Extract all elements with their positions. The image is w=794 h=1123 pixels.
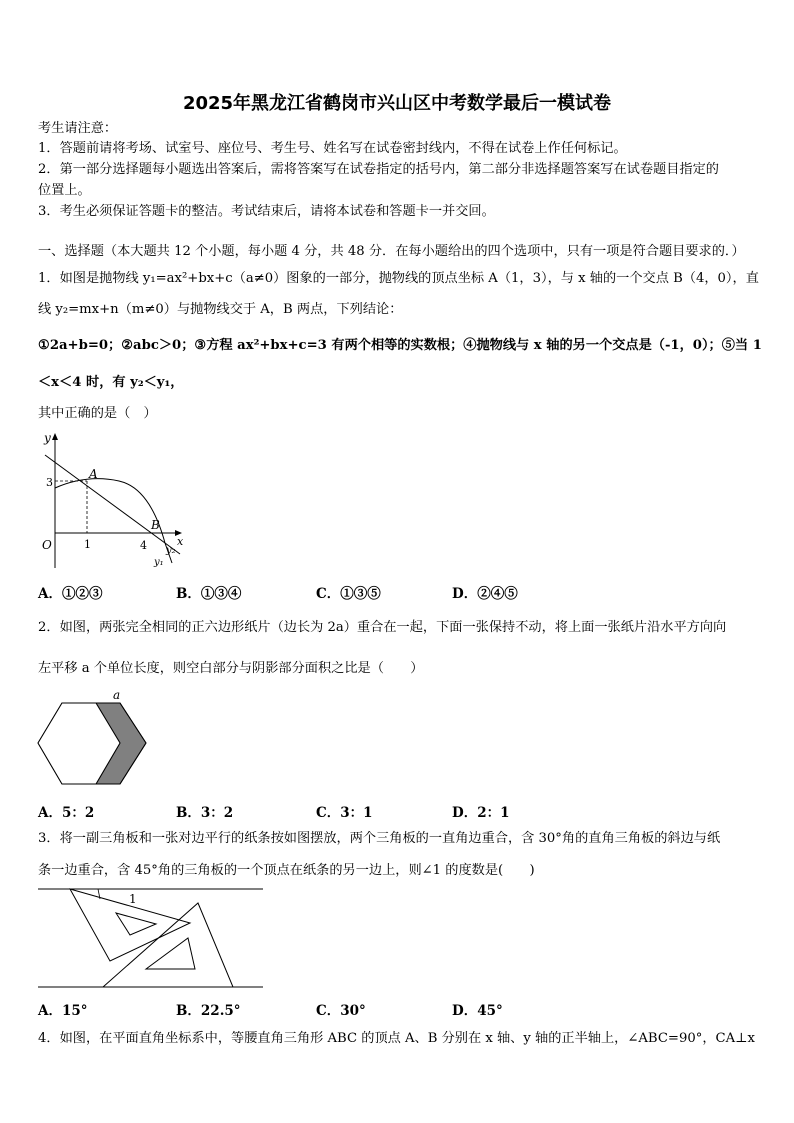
q1-line1: 1．如图是抛物线 y₁=ax²+bx+c（a≠0）图象的一部分，抛物线的顶点坐标 A（1，3），与 x 轴的一个交点 B（4，0），直 bbox=[38, 271, 759, 286]
tick-1: 1 bbox=[84, 538, 91, 551]
triangle-45-outer bbox=[103, 903, 233, 987]
q2-line2: 左平移 a 个单位长度，则空白部分与阴影部分面积之比是（ ） bbox=[38, 661, 424, 676]
triangle-30-inner bbox=[116, 913, 156, 935]
q4-line1: 4．如图，在平面直角坐标系中，等腰直角三角形 ABC 的顶点 A、B 分别在 x 轴、y 轴的正半轴上，∠ABC=90°，CA⊥x bbox=[38, 1031, 755, 1046]
notice-item-2-cont: 位置上。 bbox=[38, 183, 91, 198]
q2-hexagon-figure bbox=[36, 688, 156, 788]
q3-line1: 3．将一副三角板和一张对边平行的纸条按如图摆放，两个三角板的一直角边重合，含 30°角的直角三角板的斜边与纸 bbox=[38, 831, 721, 846]
q1-line5: 其中正确的是（ ） bbox=[38, 406, 157, 421]
tick-4: 4 bbox=[140, 539, 147, 552]
tick-3: 3 bbox=[46, 476, 53, 489]
q2-option-d[interactable]: D．2：1 bbox=[452, 805, 510, 821]
q1-line4: ＜x＜4 时，有 y₂＜y₁， bbox=[38, 375, 184, 390]
label-y1: y₁ bbox=[154, 557, 164, 568]
q1-option-b[interactable]: B．①③④ bbox=[176, 586, 242, 602]
q3-triangle-figure bbox=[38, 883, 268, 993]
label-x: x bbox=[177, 535, 184, 548]
page-title: 2025年黑龙江省鹤岗市兴山区中考数学最后一模试卷 bbox=[182, 93, 612, 114]
y-axis-arrow bbox=[52, 433, 58, 440]
q1-line2: 线 y₂=mx+n（m≠0）与抛物线交于 A，B 两点，下列结论： bbox=[38, 302, 403, 317]
q1-option-c[interactable]: C．①③⑤ bbox=[316, 586, 381, 602]
notice-item-1: 1．答题前请将考场、试室号、座位号、考生号、姓名写在试卷密封线内，不得在试卷上作任何标记。 bbox=[38, 141, 627, 156]
q2-option-b[interactable]: B．3：2 bbox=[176, 805, 234, 821]
q3-line2: 条一边重合，含 45°角的三角板的一个顶点在纸条的另一边上，则∠1 的度数是( ) bbox=[38, 863, 535, 878]
label-A: A bbox=[89, 467, 98, 481]
q2-option-a[interactable]: A．5：2 bbox=[38, 805, 95, 821]
line-y2 bbox=[45, 455, 180, 554]
q2-option-c[interactable]: C．3：1 bbox=[316, 805, 373, 821]
label-O: O bbox=[42, 538, 52, 552]
q1-option-d[interactable]: D．②④⑤ bbox=[452, 586, 518, 602]
notice-header: 考生请注意： bbox=[38, 121, 118, 136]
label-angle-1: 1 bbox=[129, 892, 137, 906]
notice-item-2: 2．第一部分选择题每小题选出答案后，需将答案写在试卷指定的括号内，第二部分非选择题答案写在试卷题目指定的 bbox=[38, 162, 719, 177]
section-heading: 一、选择题（本大题共 12 个小题，每小题 4 分，共 48 分．在每小题给出的四个选项中，只有一项是符合题目要求的．） bbox=[38, 244, 745, 259]
label-B: B bbox=[151, 518, 160, 532]
q3-option-c[interactable]: C．30° bbox=[316, 1003, 366, 1019]
q3-option-b[interactable]: B．22.5° bbox=[176, 1003, 241, 1019]
q3-option-d[interactable]: D．45° bbox=[452, 1003, 503, 1019]
q1-parabola-figure bbox=[30, 428, 190, 573]
label-y2: y₂ bbox=[166, 545, 176, 556]
label-a: a bbox=[113, 688, 121, 702]
q1-line3: ①2a+b=0；②abc＞0；③方程 ax²+bx+c=3 有两个相等的实数根；④抛物线与 x 轴的另一个交点是（-1，0）；⑤当 1 bbox=[38, 338, 762, 353]
q2-line1: 2．如图，两张完全相同的正六边形纸片（边长为 2a）重合在一起，下面一张保持不动，将上面一张纸片沿水平方向向 bbox=[38, 620, 727, 635]
notice-item-3: 3．考生必须保证答题卡的整洁。考试结束后，请将本试卷和答题卡一并交回。 bbox=[38, 204, 495, 219]
q3-option-a[interactable]: A．15° bbox=[38, 1003, 88, 1019]
label-y: y bbox=[44, 431, 51, 445]
q1-option-a[interactable]: A．①②③ bbox=[38, 586, 103, 602]
